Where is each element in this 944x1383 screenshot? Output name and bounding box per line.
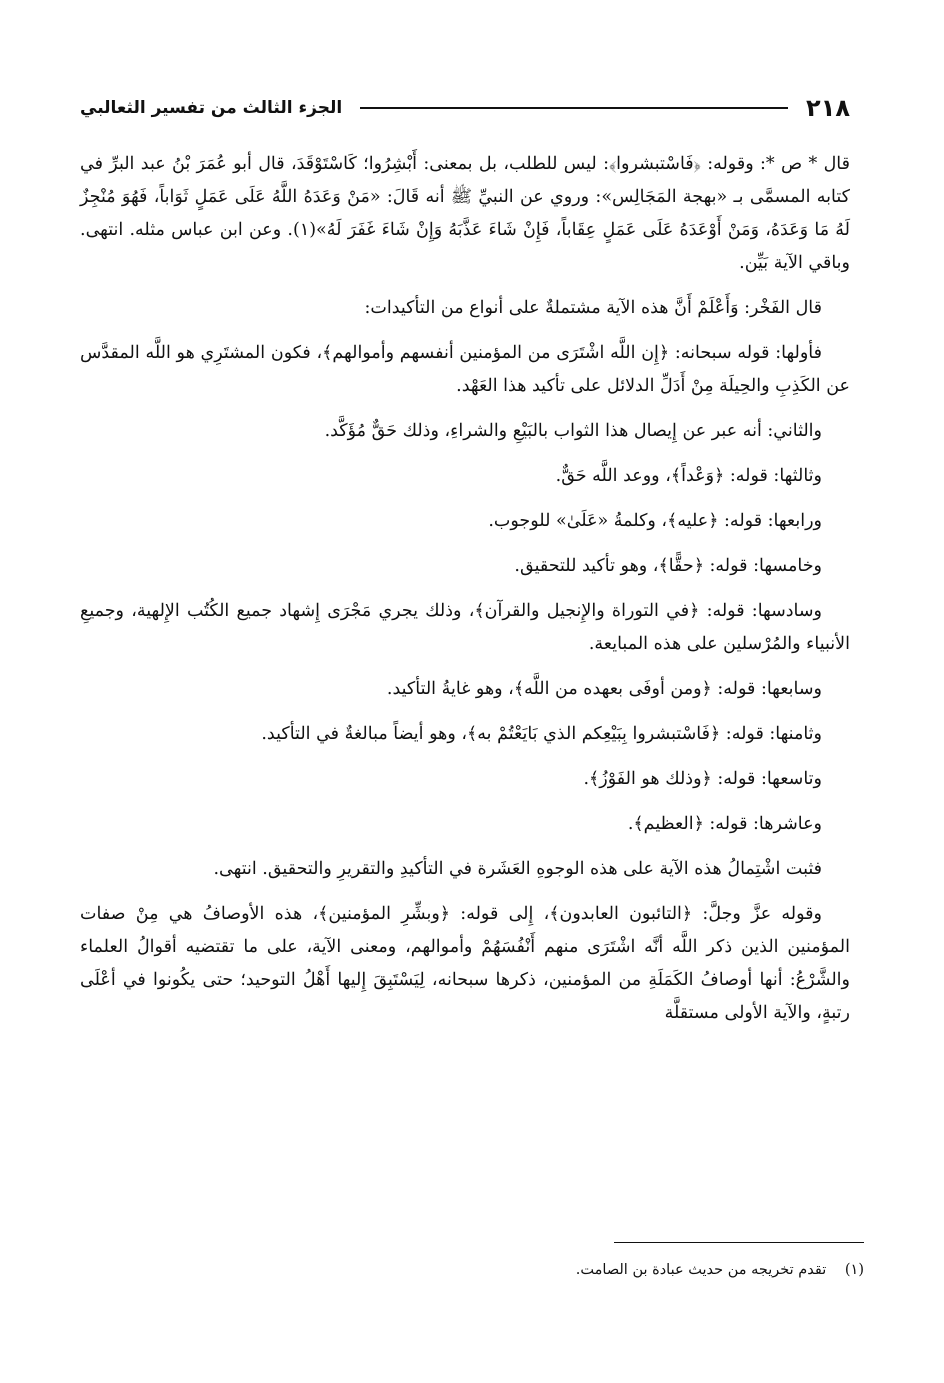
paragraph-10: وثامنها: قوله: ﴿فَاسْتبشروا بِبَيْعِكم الذي بَايَعْتُمْ به﴾، وهو أيضاً مبالغةٌ في التأكيد. [261,724,822,744]
main-text [80,148,850,1042]
paragraph-6: ورابعها: قوله: ﴿عليه﴾، وكلمةُ «عَلَىٰ» للوجوب. [488,511,822,531]
footnote [94,1258,864,1282]
header-rule [360,107,788,109]
paragraph-12: وعاشرها: قوله: ﴿العظيم﴾. [627,814,822,834]
footnote-marker: (١) [844,1262,864,1278]
page-number: ٢١٨ [806,94,850,122]
paragraph-13: فثبت اشْتِمالُ هذه الآية على هذه الوجوهِ العَشَرة في التأكيدِ والتقريرِ والتحقيق. انتهى. [213,859,822,879]
paragraph-9: وسابعها: قوله: ﴿ومن أوفَى بعهده من اللَّه﴾، وهو غايةُ التأكيد. [386,679,822,699]
paragraph-1: قال * ص *: وقوله: ﴿فَاسْتبشروا﴾: ليس للطلب، بل بمعنى: أَبْشِرُوا؛ كَاسْتَوْقَدَ، قال أبو عُمَرَ بْنُ عبد البرِّ في كتابه المسمَّى بـ «بهجة المَجَالِس»: وروي عن النبيِّ ﷺ أنه قَالَ: «مَنْ وَعَدَهُ اللَّهُ عَلَى عَمَلٍ ثَوَاباً، فَهُوَ مُنْجِزٌ لَهُ مَا وَعَدَهُ، وَمَنْ أَوْعَدَهُ عَلَى عَمَلٍ عِقَاباً، فَإِنْ شَاءَ عَذَّبَهُ وَإِنْ شَاءَ غَفَرَ لَهُ»(١). وعن ابن عباس مثله. انتهى. وباقي الآية بَيِّن. [80,154,851,273]
paragraph-11: وتاسعها: قوله: ﴿وذلك هو الفَوْزُ﴾. [583,769,822,789]
paragraph-3: فأولها: قوله سبحانه: ﴿إِن اللَّه اشْتَرَى من المؤمنين أنفسهم وأموالهم﴾، فكون المشتَرِي هو اللَّه المقدَّس عن الكَذِبِ والحِيلَة مِنْ أَدَلِّ الدلائل على تأكيد هذا العَهْد. [80,343,850,396]
footnote-text: تقدم تخريجه من حديث عبادة بن الصامت. [575,1262,827,1278]
running-title: الجزء الثالث من تفسير الثعالبي [80,98,343,118]
paragraph-5: وثالثها: قوله: ﴿وَعْداً﴾، ووعد اللَّه حَقٌّ. [555,466,822,486]
paragraph-4: والثاني: أنه عبر عن إِيصال هذا الثواب بالبَيْعِ والشراءِ، وذلك حَقٌّ مُؤَكَّد. [324,421,822,441]
paragraph-2: قال الفَخْر: وَأَعْلَمْ أَنَّ هذه الآية مشتملةٌ على أنواع من التأكيدات: [364,298,822,318]
paragraph-14: وقوله عزَّ وجلَّ: ﴿التائبون العابدون﴾، إِلى قوله: ﴿وبشِّرِ المؤمنين﴾، هذه الأوصافُ هي مِنْ صفات المؤمنين الذين ذكر اللَّه أنَّه اشْتَرَى منهم أَنْفُسَهُمْ وأموالهم، ومعنى الآية، على ما تقتضيه أقوالُ العلماء والشَّرْعُ: أنها أوصافُ الكَمَلَةِ من المؤمنين، ذكرها سبحانه، لِيَسْتَبِقَ إِليها أَهْلُ التوحيد؛ حتى يكُونوا في أعْلَى رتبةٍ، والآية الأولى مستقلَّة [80,904,850,1023]
footnote-rule [614,1242,864,1243]
paragraph-8: وسادسها: قوله: ﴿في التوراة والإِنجيل والقرآن﴾، وذلك يجري مَجْرَى إِشهاد جميع الكُتُب الإِلهية، وجميعِ الأنبياء والمُرْسلين على هذه المبايعة. [80,601,850,654]
paragraph-7: وخامسها: قوله: ﴿حقًّا﴾، وهو تأكيد للتحقيق. [514,556,822,576]
page-header [80,88,850,128]
